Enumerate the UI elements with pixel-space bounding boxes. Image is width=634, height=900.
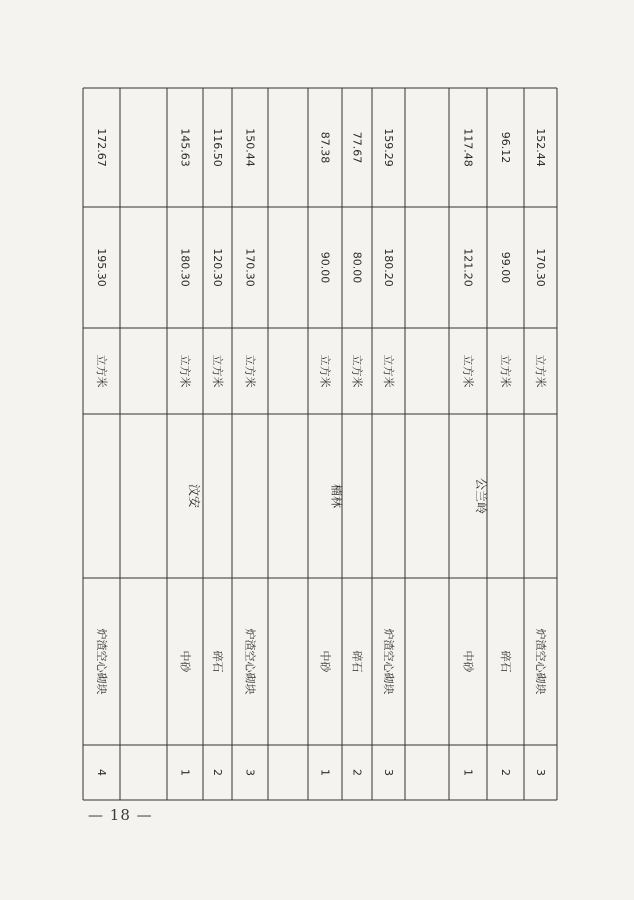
region-label: 楠林 [329, 483, 344, 509]
cell-unit: 立方米 [178, 354, 192, 388]
cell-material-name: 碎石 [499, 650, 512, 673]
cell-price: 195.30 [95, 248, 108, 287]
page-number: 18 [109, 806, 131, 824]
footer-dash-left: — [88, 806, 104, 824]
cell-value: 96.12 [499, 131, 512, 164]
cell-row-number: 1 [318, 769, 332, 776]
cell-value: 77.67 [350, 131, 364, 164]
cell-row-number: 2 [350, 769, 364, 776]
cell-row-number: 3 [243, 769, 257, 776]
cell-unit: 立方米 [318, 354, 332, 388]
cell-material-name: 炉渣空心砌块 [243, 628, 257, 695]
cell-material-name: 碎石 [211, 650, 224, 673]
cell-value: 116.50 [211, 128, 224, 167]
cell-unit: 立方米 [499, 354, 512, 388]
cell-row-number: 1 [461, 769, 475, 776]
cell-row-number: 4 [95, 769, 108, 776]
cell-row-number: 3 [382, 769, 395, 776]
cell-unit: 立方米 [95, 354, 108, 388]
cell-price: 120.30 [211, 248, 224, 287]
cell-row-number: 2 [211, 769, 224, 776]
cell-unit: 立方米 [461, 354, 475, 388]
cell-unit: 立方米 [243, 354, 257, 388]
cell-material-name: 炉渣空心砌块 [534, 628, 547, 695]
cell-value: 145.63 [178, 128, 192, 167]
cell-row-number: 1 [178, 769, 192, 776]
footer-dash-right: — [136, 806, 153, 824]
cell-price: 180.30 [178, 248, 192, 287]
cell-unit: 立方米 [211, 354, 224, 388]
cell-price: 99.00 [499, 251, 512, 284]
cell-price: 170.30 [534, 248, 547, 287]
cell-material-name: 中砂 [318, 650, 332, 673]
region-label: 公兰岭 [474, 477, 488, 515]
cell-unit: 立方米 [350, 354, 364, 388]
cell-material-name: 中砂 [461, 650, 475, 673]
cell-material-name: 炉渣空心砌块 [95, 628, 108, 695]
cell-price: 180.20 [382, 248, 395, 287]
cell-material-name: 碎石 [350, 650, 364, 673]
cell-material-name: 炉渣空心砌块 [382, 628, 395, 695]
cell-material-name: 中砂 [178, 650, 192, 673]
cell-price: 170.30 [243, 248, 257, 287]
cell-value: 87.38 [318, 131, 332, 164]
cell-value: 152.44 [534, 128, 547, 167]
cell-price: 121.20 [461, 248, 475, 287]
cell-value: 159.29 [382, 128, 395, 167]
cell-value: 117.48 [461, 128, 475, 167]
cell-value: 172.67 [95, 128, 108, 167]
region-label: 汶安 [187, 483, 201, 509]
cell-row-number: 3 [534, 769, 547, 776]
cell-price: 80.00 [350, 251, 364, 284]
cell-row-number: 2 [499, 769, 512, 776]
cell-unit: 立方米 [382, 354, 395, 388]
page-footer [88, 806, 153, 824]
cell-unit: 立方米 [534, 354, 547, 388]
cell-value: 150.44 [243, 128, 257, 167]
cell-price: 90.00 [318, 251, 332, 284]
